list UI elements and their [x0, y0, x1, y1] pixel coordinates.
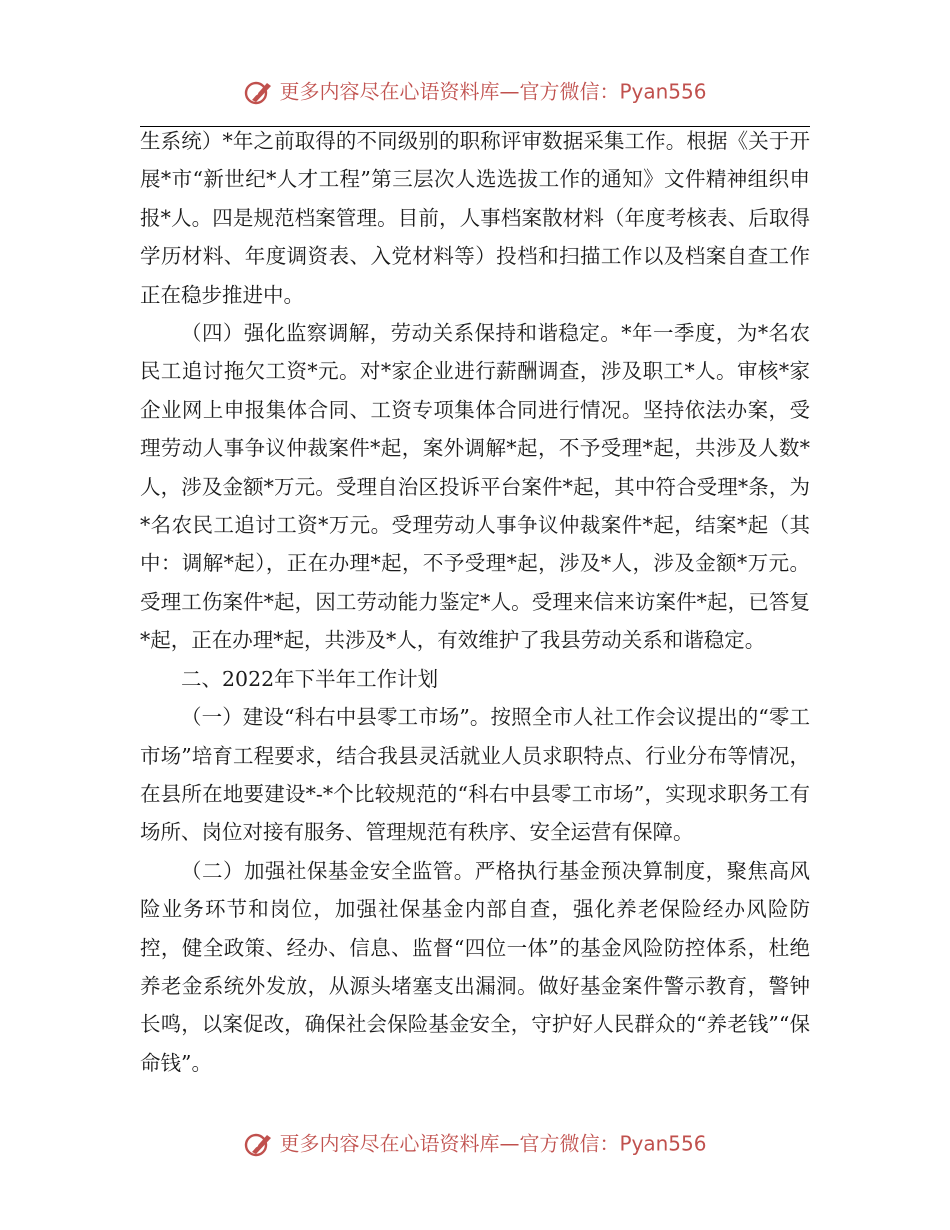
watermark-text: 更多内容尽在心语资料库—官方微信：Pyan556 — [279, 1131, 707, 1156]
paragraph-1: 生系统）*年之前取得的不同级别的职称评审数据采集工作。根据《关于开展*市“新世纪*人才工程”第三层次人选选拔工作的通知》文件精神组织申报*人。四是规范档案管理。目前，人事档案散材料（年度考核表、后取得学历材料、年度调资表、入党材料等）投档和扫描工作以及档案自查工作正在稳步推进中。 — [140, 129, 810, 307]
watermark-text: 更多内容尽在心语资料库—官方微信：Pyan556 — [279, 79, 707, 104]
paragraph-3: （一）建设“科右中县零工市场”。按照全市人社工作会议提出的“零工市场”培育工程要求，结合我县灵活就业人员求职特点、行业分布等情况，在县所在地要建设*-*个比较规范的“科右中县零工市场”，实现求职务工有场所、岗位对接有服务、管理规范有秩序、安全运营有保障。 — [140, 705, 810, 845]
section-heading: 二、2022年下半年工作计划 — [181, 666, 439, 691]
pen-nib-circle-icon — [243, 78, 275, 106]
footer-watermark — [0, 1128, 950, 1158]
pen-nib-circle-icon — [243, 1130, 275, 1158]
header-watermark — [0, 76, 950, 106]
document-body — [140, 122, 810, 1082]
paragraph-4: （二）加强社保基金安全监管。严格执行基金预决算制度，聚焦高风险业务环节和岗位，加强社保基金内部自查，强化养老保险经办风险防控，健全政策、经办、信息、监督“四位一体”的基金风险防控体系，杜绝养老金系统外发放，从源头堵塞支出漏洞。做好基金案件警示教育，警钟长鸣，以案促改，确保社会保险基金安全，守护好人民群众的“养老钱”“保命钱”。 — [140, 858, 810, 1075]
paragraph-2: （四）强化监察调解，劳动关系保持和谐稳定。*年一季度，为*名农民工追讨拖欠工资*元。对*家企业进行薪酬调查，涉及职工*人。审核*家企业网上申报集体合同、工资专项集体合同进行情况。坚持依法办案，受理劳动人事争议仲裁案件*起，案外调解*起，不予受理*起，共涉及人数*人，涉及金额*万元。受理自治区投诉平台案件*起，其中符合受理*条，为*名农民工追讨工资*万元。受理劳动人事争议仲裁案件*起，结案*起（其中：调解*起），正在办理*起，不予受理*起，涉及*人，涉及金额*万元。受理工伤案件*起，因工劳动能力鉴定*人。受理来信来访案件*起，已答复*起，正在办理*起，共涉及*人，有效维护了我县劳动关系和谐稳定。 — [140, 321, 810, 653]
